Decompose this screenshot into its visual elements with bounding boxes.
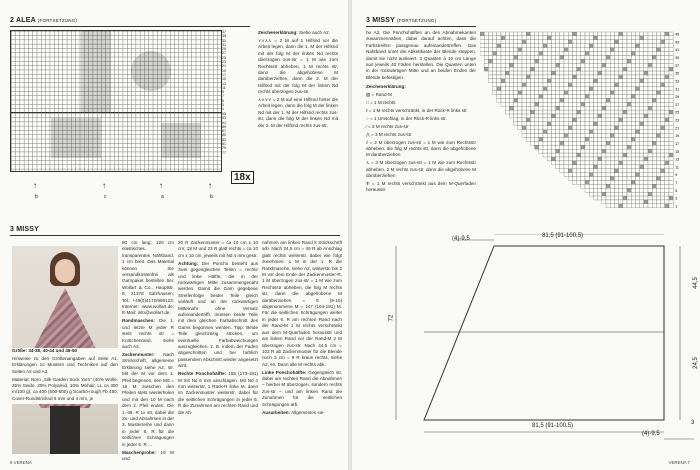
finishing-text: he A3. Die Ponchohälften an den Abnahmekanten zusammennähen, dabei darauf achten, dass die Farbstreifen passgenau aufeinandertreffen. Das Nahtband unter die Abkettkante der Blende steppen, damit sie nicht ausleiert. 3 Quasten à 10 cm Länge aus jeweils 40 Fäden herstellen. Die Quasten unten in der rückwärtigen Mitte und an beiden Enden der Blende befestigen. Zeichenerklärung: ▧ = Rand-M □ = 1 M rechts ℓ = 1 M rechts verschränkt, in der Rück-R links str. ○ = 1 Umschlag, in der Rück-R links str. ⁄ = 2 M rechts zus-str ⋀ = 3 M rechts zus-str ⁒ = 2 M überzogen zus-str = 1 M wie zum Rechtsstr abheben, die folg M rechts str, dann die abgehobene M darüberziehen ⋏ = 3 M überzogen zus-str = 1 M wie zum Rechtsstr abheben, 2 M rechts zus-str, dann die abgehobene M darüberziehen 𝓥 = 1 M rechts verschränkt aus dem M-Querfaden herausstr [366, 30, 476, 193]
arrow-up-icon: ↑ [102, 181, 106, 190]
size-material-text: Größe: 34-38, 40-44 und 46-50 Hinweise zu den Größenangaben auf Seite A1. Erklärungen zu Mustern und Techniken auf den Seiten A2 und A3. Material: Noro „Silk Garden Sock Yarn" (40% Wolle, 25% Seide, 25% Polyamid, 10% Mohair, LL ca 300 m/100 g): ca 400 (500-600) g Scarbo-rough Fb 450; Cover-Rundstricknd 6 mm und 4 mm, je [12, 348, 118, 404]
row-number: 11 [222, 85, 226, 90]
chart-row-numbers-upper [222, 30, 226, 112]
arrow-up-icon: ↑ [33, 181, 37, 190]
dim-bottom-width: 81,5 (91-100,5) [532, 423, 574, 429]
knitting-chart-upper [10, 30, 222, 114]
legend-item: ▧ = Rand-M [366, 92, 392, 98]
stitch-symbol-icon: ⋏ [366, 160, 372, 166]
row-number: 27 [675, 102, 680, 107]
knitting-chart-missy [480, 30, 698, 220]
row-number: 43 [675, 40, 680, 45]
row-number: 9 [222, 90, 224, 95]
row-number: 77 [222, 150, 226, 155]
row-number: 3 [222, 103, 224, 108]
row-number: 15 [222, 77, 226, 82]
section-divider [366, 26, 476, 27]
poncho-outline [424, 246, 664, 420]
legend-item: ⁄ = 2 M rechts zus-str [366, 123, 409, 129]
row-number: 1 [222, 107, 224, 112]
row-number: 29 [675, 95, 680, 100]
page-number: 6 VERENA [10, 460, 32, 465]
stitch-symbol-icon: 𝓥 [366, 181, 373, 187]
row-number: 5 [222, 98, 224, 103]
text-column-3: 20 R Zackenmuster = ca 10 cm x 10 cm; 18 M und 23 R glatt rechts = ca 10 cm x 10 cm, jeweils mit Nd 4 mm gestr. Achtung: Der Poncho besteht aus zwei gegengleichen Teilen = rechte und linke Hälfte, die in der rückwärtigen Mitte zusammengenäht werden. Damit die Garn gegebene Streifenfolge beider Teile gleich verläuft und an der rückwärtigen Mitteinaht ohne Versatz aufeinandertrifft, müssen beide Teile mit dem gleichen Farbabschnitt des Garns begonnen werden. Tipp: Beide Teile gleichzeitig stricken, um eventuelle Farbabweichungen auszugleichen, z. B. indem der Faden abgeschnitten und bei farblich passendem Abschnitt wieder angesetzt wird. Rechte Ponchohälfte: 155 (173-191) M mit Nd 6 mm anschlagen. Mit Nd 4 mm weiterstr, 1 Rück-R linke M, dann im Zackenmuster weiterstr, dabei für die seitlichen Schrägungen in jeder 6. R die Zunahmen am rechten Rand und die Ab- [178, 240, 259, 415]
arrow-up-icon: ↑ [159, 181, 163, 190]
dim-right-lower: 24,5 [692, 357, 699, 369]
row-number: 25 [222, 55, 226, 60]
legend-item: □ = 1 M rechts [366, 100, 396, 106]
dim-top-left: (4)-9,5 [452, 236, 470, 242]
arrow-label: b [35, 194, 38, 200]
row-number: 45 [675, 32, 680, 37]
row-number: 89 [222, 124, 226, 129]
legend-item: ⋏ = 3 M überzogen zus-str = 1 M wie zum Rechtsstr abheben, 2 M rechts zus-str, dann die abgehobene M darüberziehen [366, 160, 476, 179]
dim-bottom-right: (4)-9,5 [642, 431, 660, 437]
arrow-label: a [161, 194, 164, 200]
row-number: 91 [222, 120, 226, 125]
row-number: 7 [675, 181, 678, 186]
row-number: 37 [222, 30, 226, 34]
row-number: 83 [222, 137, 226, 142]
stitch-symbol-icon: ▧ [366, 92, 372, 98]
row-number: 39 [675, 56, 680, 61]
row-number: 35 [675, 71, 680, 76]
section-3-title: 3 MISSY [10, 226, 40, 233]
row-number: 93 [222, 116, 226, 121]
text-column-4: nahmen am linken Rand lt Strickschrift arb. Nach 24,5 cm = 49 R ab Anschlag glatt rechts weiterstr, dabei wie folgt zunehmen: 1 M in der 1. R die Randmasche, siehe A2, weiterstr, bis 2 M vor dem Ende der Zackenmuster-R, 1 M überzogen zus-str = 1 M wie zum Rechtsstr abheben, die folg M rechts str, dann die abgehobene M darüberziehen = 8 (9-10) abgenommene M = 147 (164-181) M. Für die seitlichen Schrägungen weiter in jeder 6. R am rechten Rand nach der Rand-M 1 M rechts verschränkt aus dem M-Querfaden herausstr und am linken Rand vor der Rand-M 2 M überzogen zus-str. Nach 44,5 cm = 102 R ab Zackenmuster für die Blende noch 3 cm = 8 R kraus rechts, siehe A2, str. Dann alle M rechts abk. Linke Ponchohälfte: Gegengleich str, dabei am rechten Rand die Abnahmen – hierbei M überzogen, sondern rechts zus-str – und am linken Rand die Zunahmen für die seitlichen Schrägungen arb. Ausarbeiten: Allgemeines sie- [262, 240, 342, 415]
row-number: 87 [222, 129, 226, 134]
row-number: 95 [222, 112, 226, 116]
stitch-symbol-icon: ⁒ [366, 139, 370, 145]
section-divider [10, 235, 340, 236]
row-number: 37 [675, 63, 680, 68]
stitch-symbol-icon: ⁄ [366, 123, 369, 129]
section-2-title: 2 ALEA (FORTSETZUNG) [10, 17, 78, 24]
arrow-up-icon: ↑ [208, 181, 212, 190]
row-number: 41 [675, 48, 680, 53]
stitch-symbol-icon: ○ [366, 115, 371, 121]
row-number: 5 [675, 188, 678, 193]
page-number: VERENA 7 [668, 460, 690, 465]
row-number: 33 [222, 38, 226, 43]
row-number: 1 [675, 204, 678, 209]
row-number: 15 [675, 149, 680, 154]
row-number: 81 [222, 142, 226, 147]
row-number: 31 [222, 42, 226, 47]
row-number: 13 [675, 157, 680, 162]
row-number: 13 [222, 81, 226, 86]
text-column-2: 80 cm lang; 120 cm elastisches, transparentes Nähtband, 1 cm breit. Das Material können Sie versandkostenfrei als Garnpaket bestellen bei: Wollart & Co., Hauptstr. 9, 21378 Salzhausen; Tel.: +49(0)4172/969123; Internet: www.wollart.de; E-Mail: info@wollart.de. Randmaschen: Die 1. und letzte M jeder R stets rechts str = Knötchenrand, siehe auch A3. Zackenmuster: Nach Strickschrift, allgemeine Erklärung siehe A2, str. Mit der M vor dem 1. Pfeil beginnen, den MS = 18 M zwischen den Pfeilen stets wiederholen und mit den 10 M nach dem 2. Pfeil enden. Die 1.-48. R 1x str, dabei die Zu- und Abnahmen in der 3. Musterreihe und dann in jeder 6. R für die seitlichen Schrägungen in jeder 6. R ... Maschenprobe: 19 M und [122, 240, 175, 461]
legend-item: 𝓥 = 1 M rechts verschränkt aus dem M-Querfaden herausstr [366, 181, 476, 193]
stitch-symbol-icon: □ [366, 100, 371, 106]
row-number: 31 [675, 87, 680, 92]
cable-symbol-icon: ⋎⋎⋏⋏ [258, 37, 272, 43]
dim-height: 72 [388, 314, 395, 322]
row-number: 29 [222, 47, 226, 52]
row-number: 23 [675, 118, 680, 123]
legend-item: ⁒ = 2 M überzogen zus-str = 1 M wie zum Rechtsstr abheben, die folg M rechts str, dann die abgehobene M darüberziehen [366, 139, 476, 158]
section-divider [10, 26, 250, 27]
dim-right-small: 3 [691, 420, 695, 426]
stitch-symbol-icon: ℓ [366, 107, 369, 113]
row-number: 85 [222, 133, 226, 138]
legend-item: ⋀ = 3 M rechts zus-str [366, 131, 412, 137]
legend-item: ℓ = 1 M rechts verschränkt, in der Rück-R links str. [366, 107, 468, 113]
row-number: 25 [675, 110, 680, 115]
cable-symbol-icon: ⋏⋏⋎⋎ [258, 97, 272, 103]
row-number: 33 [675, 79, 680, 84]
row-number: 17 [222, 72, 226, 77]
arrow-label: c [104, 194, 107, 200]
row-number: 23 [222, 60, 226, 65]
row-number: 21 [675, 126, 680, 131]
row-number: 7 [222, 94, 224, 99]
chart-row-numbers-lower [222, 112, 226, 155]
row-number: 21 [222, 64, 226, 69]
legend-item: ○ = 1 Umschlag, in der Rück-R links str. [366, 115, 447, 121]
row-number: 17 [675, 141, 680, 146]
row-number: 19 [675, 134, 680, 139]
row-number: 11 [675, 165, 679, 170]
row-number: 27 [222, 51, 226, 56]
row-number: 9 [675, 173, 678, 178]
dim-right-upper: 44,5 [692, 277, 699, 289]
section-3-continued-title: 3 MISSY (FORTSETZUNG) [366, 17, 437, 24]
row-number: 3 [675, 196, 678, 201]
row-number: 79 [222, 146, 226, 151]
row-number: 35 [222, 34, 226, 39]
repeat-count-badge: 18x [231, 171, 254, 184]
right-page [352, 0, 700, 470]
poncho-schematic [364, 234, 694, 459]
stitch-symbol-icon: ⋀ [366, 131, 372, 137]
dim-top-width: 81,5 (91-100,5) [542, 233, 584, 239]
row-number: 19 [222, 68, 226, 73]
knitting-chart-lower [10, 112, 222, 172]
arrow-label: b [210, 194, 213, 200]
legend-text-alea: Zeichenerklärung: Siehe auch A2. ⋎⋎⋏⋏ = 2 M auf 1 Hilfsnd vor die Arbeit legen, dann die 1. M der Hilfsnd mit der folg M der linken Nd rechts überzogen zus-str = 1 M wie zum Rechtsstr abheben, 1 M rechts str, dann die abgehobene M darüberziehen, dann die 2. M der Hilfsnd mit der folg M der linken Nd rechts überzogen zus-str. ⋏⋏⋎⋎ = 2 M auf eine Hilfsnd hinter die Arbeit legen, dann die folg M der linken Nd mit der 1. M der Hilfsnd rechts zus-str, dann die folg M der linken Nd mit der 2. M der Hilfsnd rechts zus-str. [258, 30, 338, 128]
